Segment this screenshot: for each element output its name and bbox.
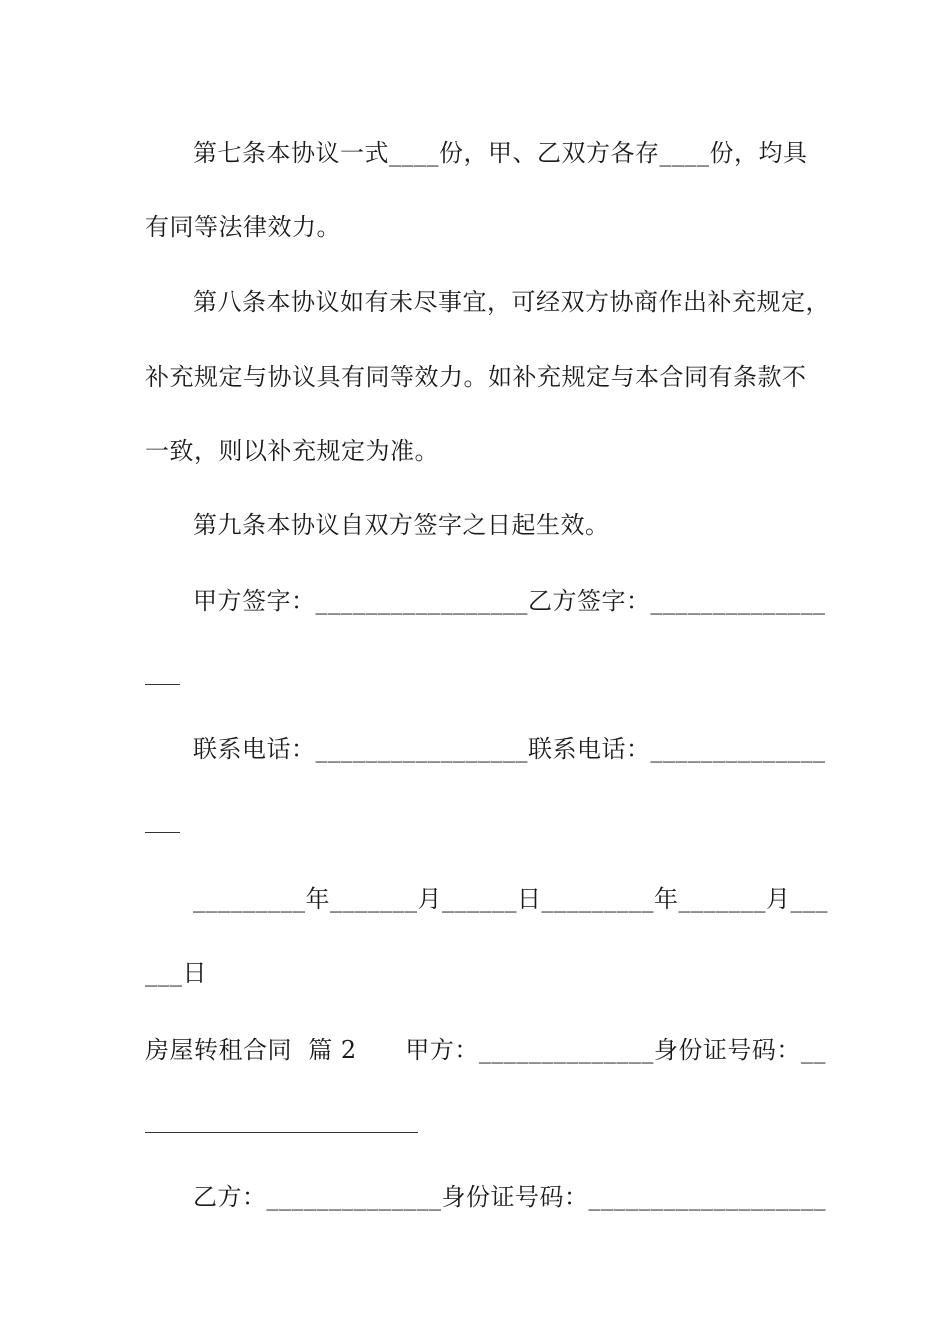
article-9-line-1: 第九条本协议自双方签字之日起生效。 (193, 511, 610, 539)
phone-line: 联系电话：_________________联系电话：______________ (193, 735, 826, 763)
phone-line-overflow (145, 832, 180, 833)
article-7-line-1: 第七条本协议一式____份，甲、乙双方各存____份，均具 (193, 139, 808, 167)
article-8-line-2: 补充规定与协议具有同等效力。如补充规定与本合同有条款不 (145, 363, 807, 391)
signature-line-overflow (145, 684, 180, 685)
date-line-2: ___日 (145, 959, 207, 987)
contract-2-heading-line: 房屋转租合同 篇 2 甲方：______________身份证号码：__ (145, 1036, 826, 1064)
party-b-line: 乙方：______________身份证号码：___________________ (193, 1183, 826, 1211)
id-number-overflow (145, 1132, 418, 1133)
article-8-line-1: 第八条本协议如有未尽事宜，可经双方协商作出补充规定， (193, 288, 830, 316)
article-7-line-2: 有同等法律效力。 (145, 213, 341, 241)
article-8-line-3: 一致，则以补充规定为准。 (145, 437, 439, 465)
signature-line: 甲方签字：_________________乙方签字：______________ (193, 587, 826, 615)
date-line-1: _________年_______月______日_________年_______月___ (193, 885, 828, 913)
